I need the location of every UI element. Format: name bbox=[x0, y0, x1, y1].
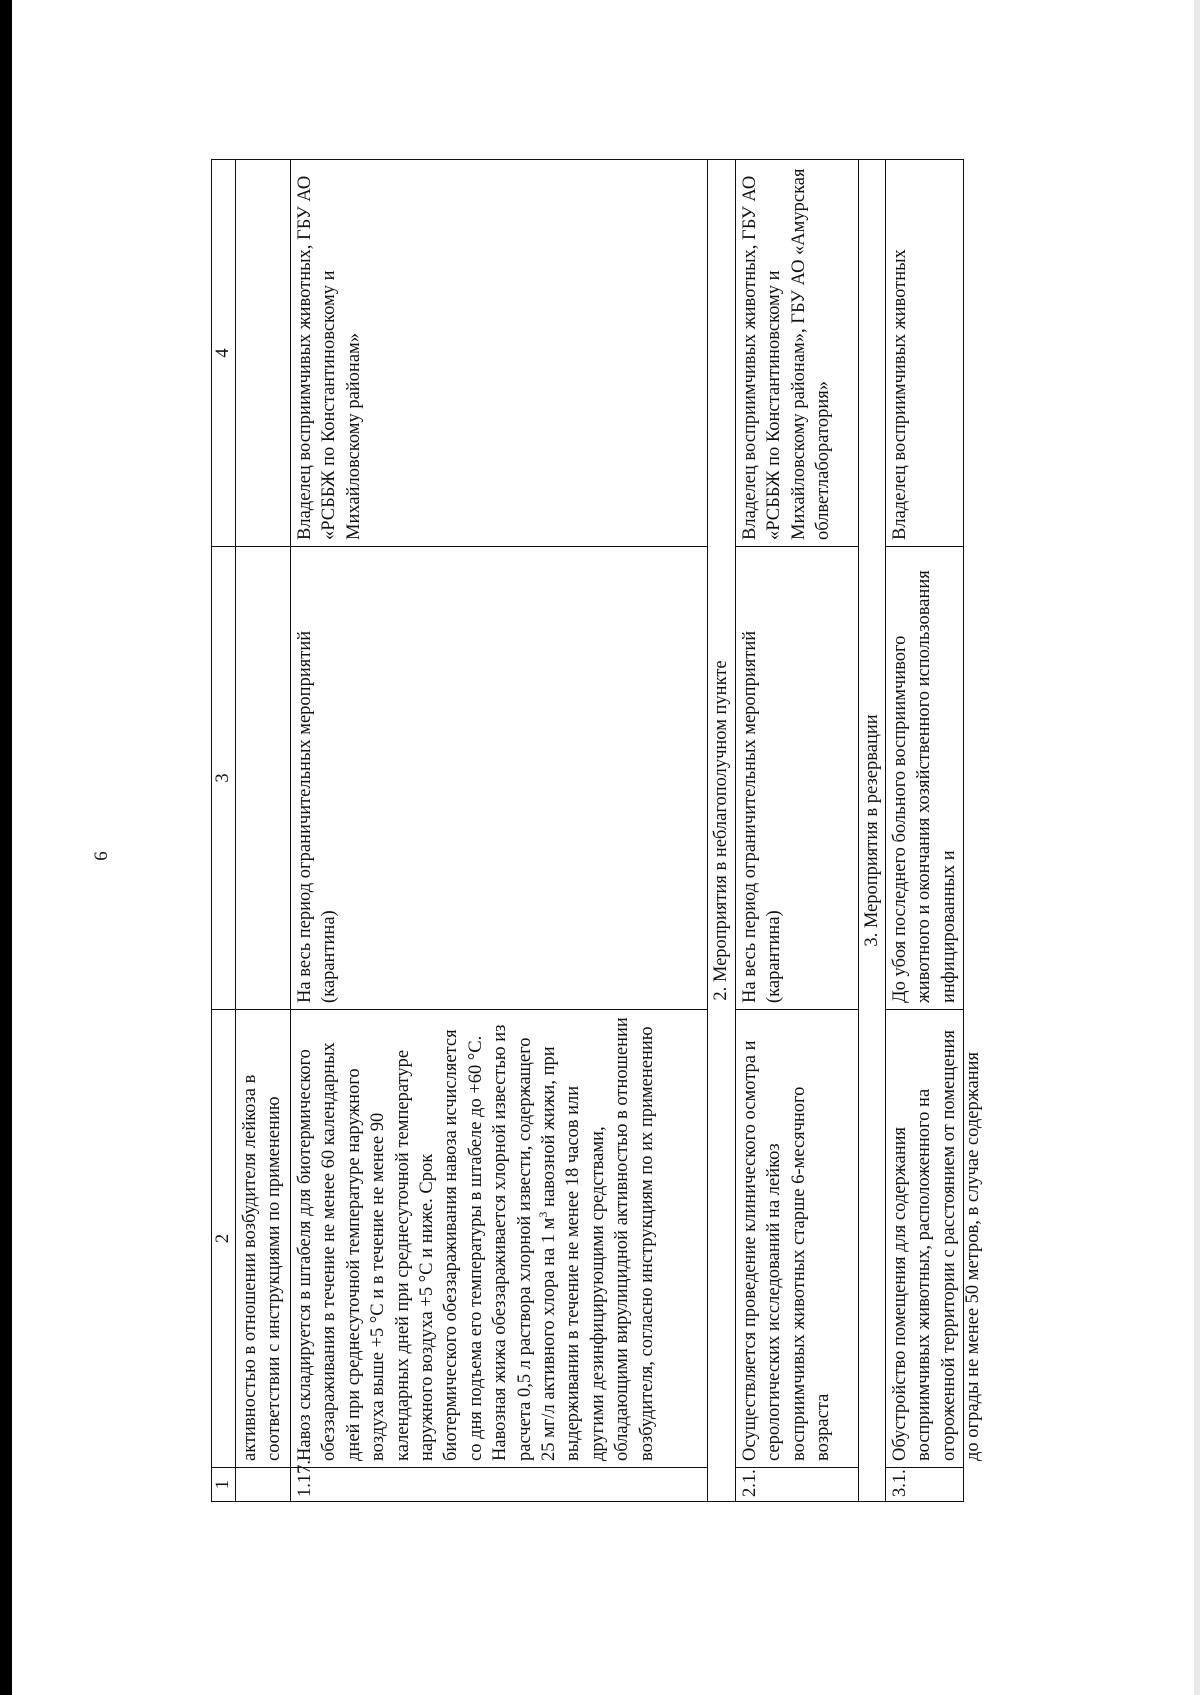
cell-num bbox=[236, 1468, 291, 1502]
cell-term: На весь период ограничительных мероприятий (карантина) bbox=[736, 547, 859, 1010]
column-header-1: 1 bbox=[212, 1468, 236, 1502]
cell-term: До убоя последнего больного восприимчивого животного и окончания хозяйственного использования инфицированных и bbox=[886, 547, 964, 1010]
measures-table bbox=[211, 159, 984, 1502]
measure-text-part-1: Навоз складируется в штабеля для биотермического обеззараживания в течение не менее 60 календарных дней при среднесуточной температуре наружного воздуха выше +5 °С и в течение не менее 90 календарных дней при среднесуточной температуре наружного воздуха +5 °С и ниже. Срок биотермического обеззараживания навоза исчисляется со дня подъема его температуры в штабеле до +60 °С. Навозная жижа обеззараживается хлорной известью из расчета 0,5 л раствора хлорной извести, содержащего 25 мг/л активного хлора на 1 м bbox=[295, 1024, 560, 1461]
cell-responsible bbox=[236, 160, 291, 547]
cell-responsible: Владелец восприимчивых животных, ГБУ АО «РСББЖ по Константиновскому и Михайловскому районам», ГБУ АО «Амурская облветлаборатория» bbox=[736, 160, 859, 547]
table-row-3-1 bbox=[886, 160, 964, 1502]
column-header-4: 4 bbox=[212, 160, 236, 547]
cell-num: 3.1. bbox=[886, 1468, 964, 1502]
section-row-3 bbox=[859, 160, 886, 1502]
cell-measure: Обустройство помещения для содержания восприимчивых животных, расположенного на огороженной территории с расстоянием от помещения до ограды не менее 50 метров, в случае содержания bbox=[886, 1010, 964, 1468]
superscript-3: 3 bbox=[535, 1211, 550, 1218]
cell-num: 2.1. bbox=[736, 1468, 859, 1502]
cell-term: На весь период ограничительных мероприятий (карантина) bbox=[291, 547, 708, 1010]
table-row-1-17 bbox=[291, 160, 708, 1502]
section-heading-2: 2. Мероприятия в неблагополучном пункте bbox=[708, 160, 736, 1502]
scan-edge-right bbox=[1194, 0, 1200, 1695]
rotated-table-container bbox=[211, 160, 984, 1502]
cell-responsible: Владелец восприимчивых животных, ГБУ АО «РСББЖ по Константиновскому и Михайловскому районам» bbox=[291, 160, 708, 547]
page-number: 6 bbox=[91, 851, 112, 861]
table-row-continuation bbox=[236, 160, 291, 1502]
table-header-row bbox=[212, 160, 236, 1502]
column-header-2: 2 bbox=[212, 1010, 236, 1468]
table-row-2-1 bbox=[736, 160, 859, 1502]
section-row-2 bbox=[708, 160, 736, 1502]
column-header-3: 3 bbox=[212, 547, 236, 1010]
cell-num: 1.17. bbox=[291, 1468, 708, 1502]
cell-term bbox=[236, 547, 291, 1010]
cell-measure: Осуществляется проведение клинического осмотра и серологических исследований на лейкоз восприимчивых животных старше 6-месячного возраста bbox=[736, 1010, 859, 1468]
cell-responsible: Владелец восприимчивых животных bbox=[886, 160, 964, 547]
measure-text-part-2: навозной жижи, при выдерживании в течение не менее 18 часов или другими дезинфицирующими средствами, обладающими вирулицидной активностью в отношении возбудителя, согласно инструкциям по их применению bbox=[539, 1017, 657, 1461]
section-heading-3: 3. Мероприятия в резервации bbox=[859, 160, 886, 1502]
cell-measure bbox=[291, 1010, 708, 1468]
cell-measure: активностью в отношении возбудителя лейкоза в соответствии с инструкциями по применению bbox=[236, 1010, 291, 1468]
scan-edge-left bbox=[0, 0, 12, 1695]
